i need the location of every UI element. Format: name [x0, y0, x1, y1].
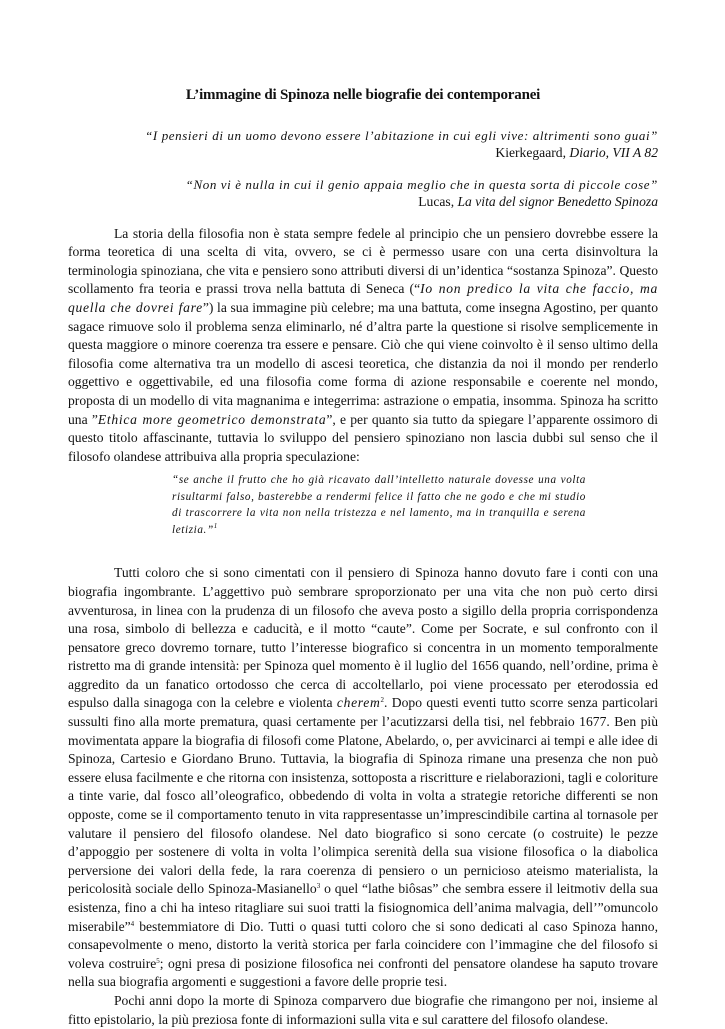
epigraph-author: Lucas,: [418, 194, 458, 210]
paragraph-text: ”) la sua immagine più celebre; ma una battuta, come insegna Agostino, per quanto sagace rimuove solo il problema senza eliminarlo, né d’altra parte la questione si risolve semplicemente in questa maggiore o minore coerenza tra essere e pensare. Ciò che qui viene coinvolto è il senso ultimo della filosofia come alternativa tra un modello di ascesi teoretica, che distanzia da noi il mondo per renderlo oggettivo e oggettivabile, ed una filosofia come forma di azione responsabile e coerente nel mondo, proposta di un modello di vita magnanima e integerrima: astrazione o empatia, insomma. Spinoza ha scritto una ”: [68, 299, 658, 427]
epigraph-kierkegaard: [68, 127, 658, 162]
epigraph-source: [68, 193, 658, 211]
epigraph-quote: “Non vi è nulla in cui il genio appaia meglio che in questa sorta di piccole cose”: [185, 176, 658, 192]
footnote-ref-4[interactable]: 4: [130, 919, 135, 928]
cherem-term: cherem: [336, 695, 381, 711]
seneca-quote: Io non predico la vita che faccio, ma quella che dovrei fare: [68, 281, 658, 315]
body-paragraph-3: Pochi anni dopo la morte di Spinoza comparvero due biografie che rimangono per noi, insieme al fitto epistolario, la più preziosa fonte di informazioni sulla vita e sul carattere del filosofo olandese.: [68, 992, 658, 1027]
paragraph-text: La storia della filosofia non è stata sempre fedele al principio che un pensiero dovrebbe essere la forma teoretica di una scelta di vita, ovvero, se ci è permesso usare con una certa disinvoltura la terminologia spinoziana, che vita e pensiero sono attributi diversi di un’identica “sostanza Spinoza”. Questo scollamento fra teoria e prassi trova nella battuta di Seneca (“: [68, 225, 658, 297]
page-title: L’immagine di Spinoza nelle biografie dei contemporanei: [185, 87, 541, 103]
paragraph-gap: [68, 550, 658, 564]
body-paragraph-2: [68, 564, 658, 992]
block-quote-text: “se anche il frutto che ho già ricavato dall’intelletto naturale dovesse una volta risultarmi falso, basterebbe a rendermi felice il fatto che ne godo e che mi studio di trascorrere la vita non nella tristezza e nel lamento, ma in tranquilla e serena letizia.”: [172, 474, 586, 536]
document-page: [68, 86, 658, 1029]
epigraph-quote: “I pensieri di un uomo devono essere l’abitazione in cui egli vive: altrimenti sono guai”: [145, 127, 658, 143]
footnote-ref-3[interactable]: 3: [316, 882, 321, 891]
paragraph-text: . Dopo questi eventi tutto scorre senza particolari sussulti fino alla morte prematura, quasi certamente per l’acutizzarsi della tisi, nel febbraio 1677. Ben più movimentata appare la biografia di filosofi come Platone, Abelardo, o, per avvicinarci ai tempi e alle idee di Spinoza, Cartesio e Giordano Bruno. Tuttavia, la biografia di Spinoza rimane una presenza che non può essere elusa facilmente e che ritorna con insistenza, sottoposta a riscritture e rielaborazioni, tagli e coloriture a tinte varie, dal fosco all’oleografico, obbedendo di volta in volta a strategie retoriche differenti se non opposte, come se il comportamento tenuto in vita rappresentasse un’imprescindibile cartina al tornasole per valutare il pensiero del filosofo olandese. Nel dato biografico si sono cercate (o costruite) le pezze d’appoggio per sostenere di volta in volta l’olimpica serenità della sua visione filosofica o la diabolica perversione dei valori della fede, la rara coerenza di pensiero o un pernicioso ateismo materialista, la pericolosità sociale dello Spinoza-Masianello: [68, 695, 658, 897]
paragraph-text: bestemmiatore di Dio. Tutti o quasi tutti coloro che si sono dedicati al caso Spinoza hanno, consapevolmente o meno, distorto la verità storica per farla coincidere con l’immagine che del filosofo si voleva costruire: [68, 918, 658, 971]
footnote-ref-1[interactable]: 1: [213, 521, 218, 530]
body-paragraph-1: [68, 225, 658, 467]
paragraph-text: o quel “lathe biôsas” che sembra essere il leitmotiv della sua esistenza, fino a chi ha inteso ritagliare sui suoi tratti la fisiognomica dell’anima malvagia, dell’”omuncolo miserabile”: [68, 881, 658, 934]
epigraph-author: Kierkegaard,: [495, 145, 570, 161]
epigraph-source: [68, 144, 658, 162]
paragraph-text: Tutti coloro che si sono cimentati con il pensiero di Spinoza hanno dovuto fare i conti con una biografia ingombrante. L’aggettivo può sembrare sproporzionato per una vita che non può certo dirsi avventurosa, in linea con la prudenza di un filosofo che aveva posto a sigillo della propria corrispondenza una rosa, simbolo di bellezza e caducità, e il motto “caute”. Come per Socrate, e sul confronto con il pensatore greco dovremo tornare, tutto l’interesse biografico si concentra in un momento temporalmente ristretto ma di grande intensità: per Spinoza quel momento è il luglio del 1656 quando, nell’ordine, prima è aggredito da un fanatico ortodosso che cerca di accoltellarlo, poi viene processato per eterodossia ed espulso dalla sinagoga con la celebre e violenta: [68, 565, 658, 711]
epigraph-lucas: [68, 176, 658, 211]
footnote-ref-5[interactable]: 5: [156, 956, 160, 965]
paragraph-text: ; ogni presa di posizione filosofica nei confronti del pensatore olandese ha saputo trovare nella sua biografia argomenti e suggestioni a favore delle proprie tesi.: [68, 955, 658, 990]
block-quote: [172, 472, 586, 538]
epigraph-work: Diario, VII A 82: [569, 145, 658, 161]
footnote-ref-2[interactable]: 2: [380, 696, 385, 705]
ethica-title: Ethica more geometrico demonstrata: [97, 411, 327, 427]
paragraph-text: ”, e per quanto sia tutto da spiegare l’apparente ossimoro di questo titolo affascinante, tuttavia lo sviluppo del pensiero spinoziano non lascia dubbi sul senso che il filosofo olandese attribuiva alla propria speculazione:: [68, 411, 658, 464]
epigraph-work: La vita del signor Benedetto Spinoza: [457, 194, 658, 210]
